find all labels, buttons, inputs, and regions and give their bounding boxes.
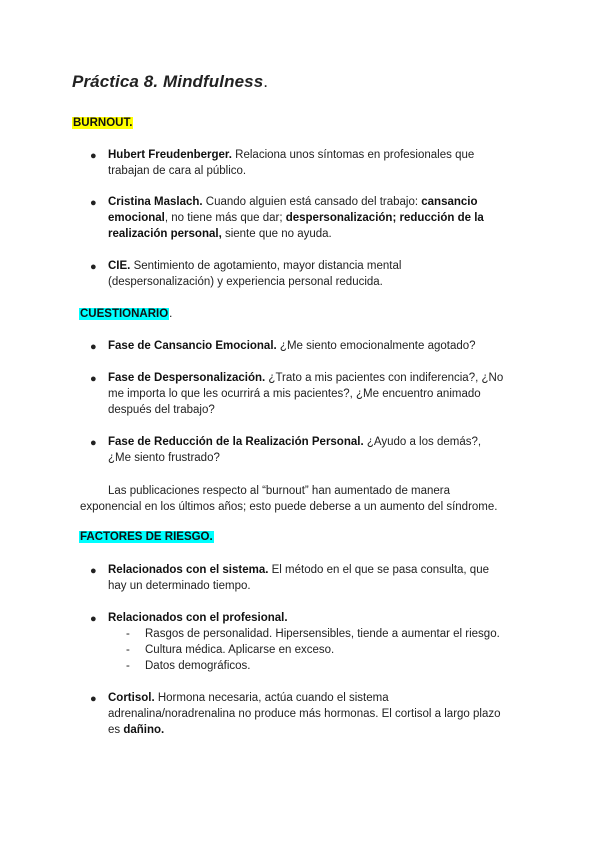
cuestionario-heading-text: CUESTIONARIO [80, 308, 169, 320]
item-bold: realización personal, [108, 228, 222, 240]
title-text: Práctica 8. Mindfulness [72, 72, 264, 91]
item-text: ¿Me siento frustrado? [108, 452, 220, 464]
item-text: ¿Trato a mis pacientes con indiferencia?, ¿No [265, 372, 504, 384]
bullet-icon: ● [90, 437, 97, 449]
item-text: Sentimiento de agotamiento, mayor distancia mental [130, 260, 402, 272]
item-text: ¿Ayudo a los demás?, [363, 436, 482, 448]
item-text: Hormona necesaria, actúa cuando el sistema [154, 692, 389, 704]
item-text: es [108, 724, 124, 736]
dash-icon: - [126, 660, 130, 672]
item-bold: Fase de Reducción de la Realización Personal. [108, 436, 364, 448]
sublist-item: Datos demográficos. [145, 660, 251, 672]
item-bold: emocional [108, 212, 165, 224]
item-text: El método en el que se pasa consulta, que [268, 564, 489, 576]
section-heading-burnout [71, 116, 134, 131]
bullet-icon: ● [90, 341, 97, 353]
paragraph-text: exponencial en los últimos años; esto puede deberse a un aumento del síndrome. [80, 501, 498, 513]
page-title [72, 72, 268, 92]
paragraph-burnout [80, 483, 538, 515]
item-text: ¿Me siento emocionalmente agotado? [276, 340, 476, 352]
dash-icon: - [126, 644, 130, 656]
item-text: después del trabajo? [108, 404, 215, 416]
factores-heading-text: FACTORES DE RIESGO. [80, 531, 213, 543]
list-item-profesional [108, 610, 528, 626]
list-item-sistema [108, 562, 528, 594]
bullet-icon: ● [90, 613, 97, 625]
item-text: siente que no ayuda. [221, 228, 332, 240]
item-text: Relaciona unos síntomas en profesionales que [231, 149, 475, 161]
item-bold: Fase de Despersonalización. [108, 372, 266, 384]
item-bold: CIE. [108, 260, 131, 272]
bullet-icon: ● [90, 373, 97, 385]
sublist-item: Cultura médica. Aplicarse en exceso. [145, 644, 335, 656]
paragraph-text: Las publicaciones respecto al “burnout” han aumentado de manera [108, 485, 451, 497]
item-text: , no tiene más que dar; [164, 212, 286, 224]
list-item-maslach [108, 194, 528, 242]
item-bold: Relacionados con el profesional. [108, 612, 288, 624]
item-text: hay un determinado tiempo. [108, 580, 251, 592]
list-item-freudenberger [108, 147, 528, 179]
item-bold: cansancio [421, 196, 478, 208]
item-bold: Fase de Cansancio Emocional. [108, 340, 277, 352]
item-text: me importa lo que les ocurrirá a mis pacientes?, ¿Me encuentro animado [108, 388, 481, 400]
bullet-icon: ● [90, 197, 97, 209]
bullet-icon: ● [90, 261, 97, 273]
burnout-heading-text: BURNOUT. [73, 117, 133, 129]
dash-icon: - [126, 628, 130, 640]
item-text: (despersonalización) y experiencia personal reducida. [108, 276, 383, 288]
list-item-despersonalizacion [108, 370, 528, 418]
item-bold: Hubert Freudenberger. [108, 149, 232, 161]
title-dot: . [263, 72, 269, 91]
item-bold: dañino. [123, 724, 165, 736]
bullet-icon: ● [90, 693, 97, 705]
bullet-icon: ● [90, 150, 97, 162]
section-heading-cuestionario [78, 307, 173, 322]
list-item-cortisol [108, 690, 528, 738]
item-bold: Cortisol. [108, 692, 155, 704]
list-item-cansancio [108, 338, 528, 354]
list-item-reduccion [108, 434, 528, 466]
bullet-icon: ● [90, 565, 97, 577]
item-bold: despersonalización; reducción de la [285, 212, 484, 224]
item-bold: Cristina Maslach. [108, 196, 203, 208]
item-bold: Relacionados con el sistema. [108, 564, 269, 576]
sublist-item: Rasgos de personalidad. Hipersensibles, tiende a aumentar el riesgo. [145, 628, 500, 640]
section-heading-factores [78, 530, 215, 545]
item-text: adrenalina/noradrenalina no produce más hormonas. El cortisol a largo plazo [108, 708, 501, 720]
item-text: Cuando alguien está cansado del trabajo: [202, 196, 422, 208]
item-text: trabajan de cara al público. [108, 165, 247, 177]
list-item-cie [108, 258, 528, 290]
heading-dot: . [169, 308, 173, 320]
